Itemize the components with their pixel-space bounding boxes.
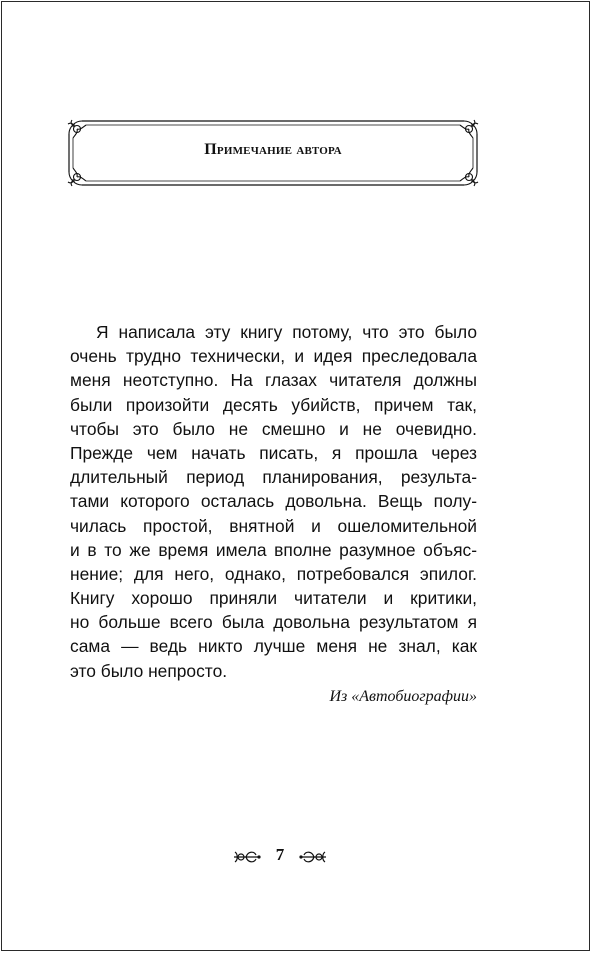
chapter-title: Примечание автора [204, 141, 342, 158]
chapter-header [66, 118, 480, 188]
page-number: 7 [275, 845, 285, 864]
text-line: Книгу хорошо приняли читатели и критики, [70, 588, 477, 609]
corner-ornament-top-right [460, 120, 478, 138]
text-line: тами которого осталась довольна. Вещь полу- [70, 491, 477, 512]
body-paragraph [70, 320, 477, 683]
corner-ornament-bottom-right [460, 168, 478, 186]
text-line: меня неотступно. На глазах читателя должны [70, 370, 477, 391]
attribution: Из «Автобиографии» [329, 688, 477, 705]
text-line: это было непросто. [70, 660, 228, 681]
text-line: были произойти десять убийств, причем так, [70, 394, 477, 415]
text-line: чтобы это было не смешно и не очевидно. [70, 418, 477, 439]
page-footer [230, 842, 330, 872]
text-line: длительный период планирования, результа- [70, 467, 477, 488]
text-line: очень трудно технически, и идея преследовала [70, 346, 477, 367]
flourish-ornament-right-icon [298, 848, 328, 866]
corner-ornament-top-left [68, 120, 86, 138]
text-line: Прежде чем начать писать, я прошла через [70, 442, 477, 463]
text-line: чилась простой, внятной и ошеломительной [70, 515, 477, 536]
text-line: сама — ведь никто лучше меня не знал, как [70, 636, 477, 657]
text-line: и в то же время имела вполне разумное объяс- [70, 539, 477, 560]
text-line: Я написала эту книгу потому, что это было [96, 322, 477, 342]
corner-ornament-bottom-left [68, 168, 86, 186]
text-line: нение; для него, однако, потребовался эпилог. [70, 563, 477, 584]
text-line: но больше всего была довольна результатом я [70, 612, 477, 633]
